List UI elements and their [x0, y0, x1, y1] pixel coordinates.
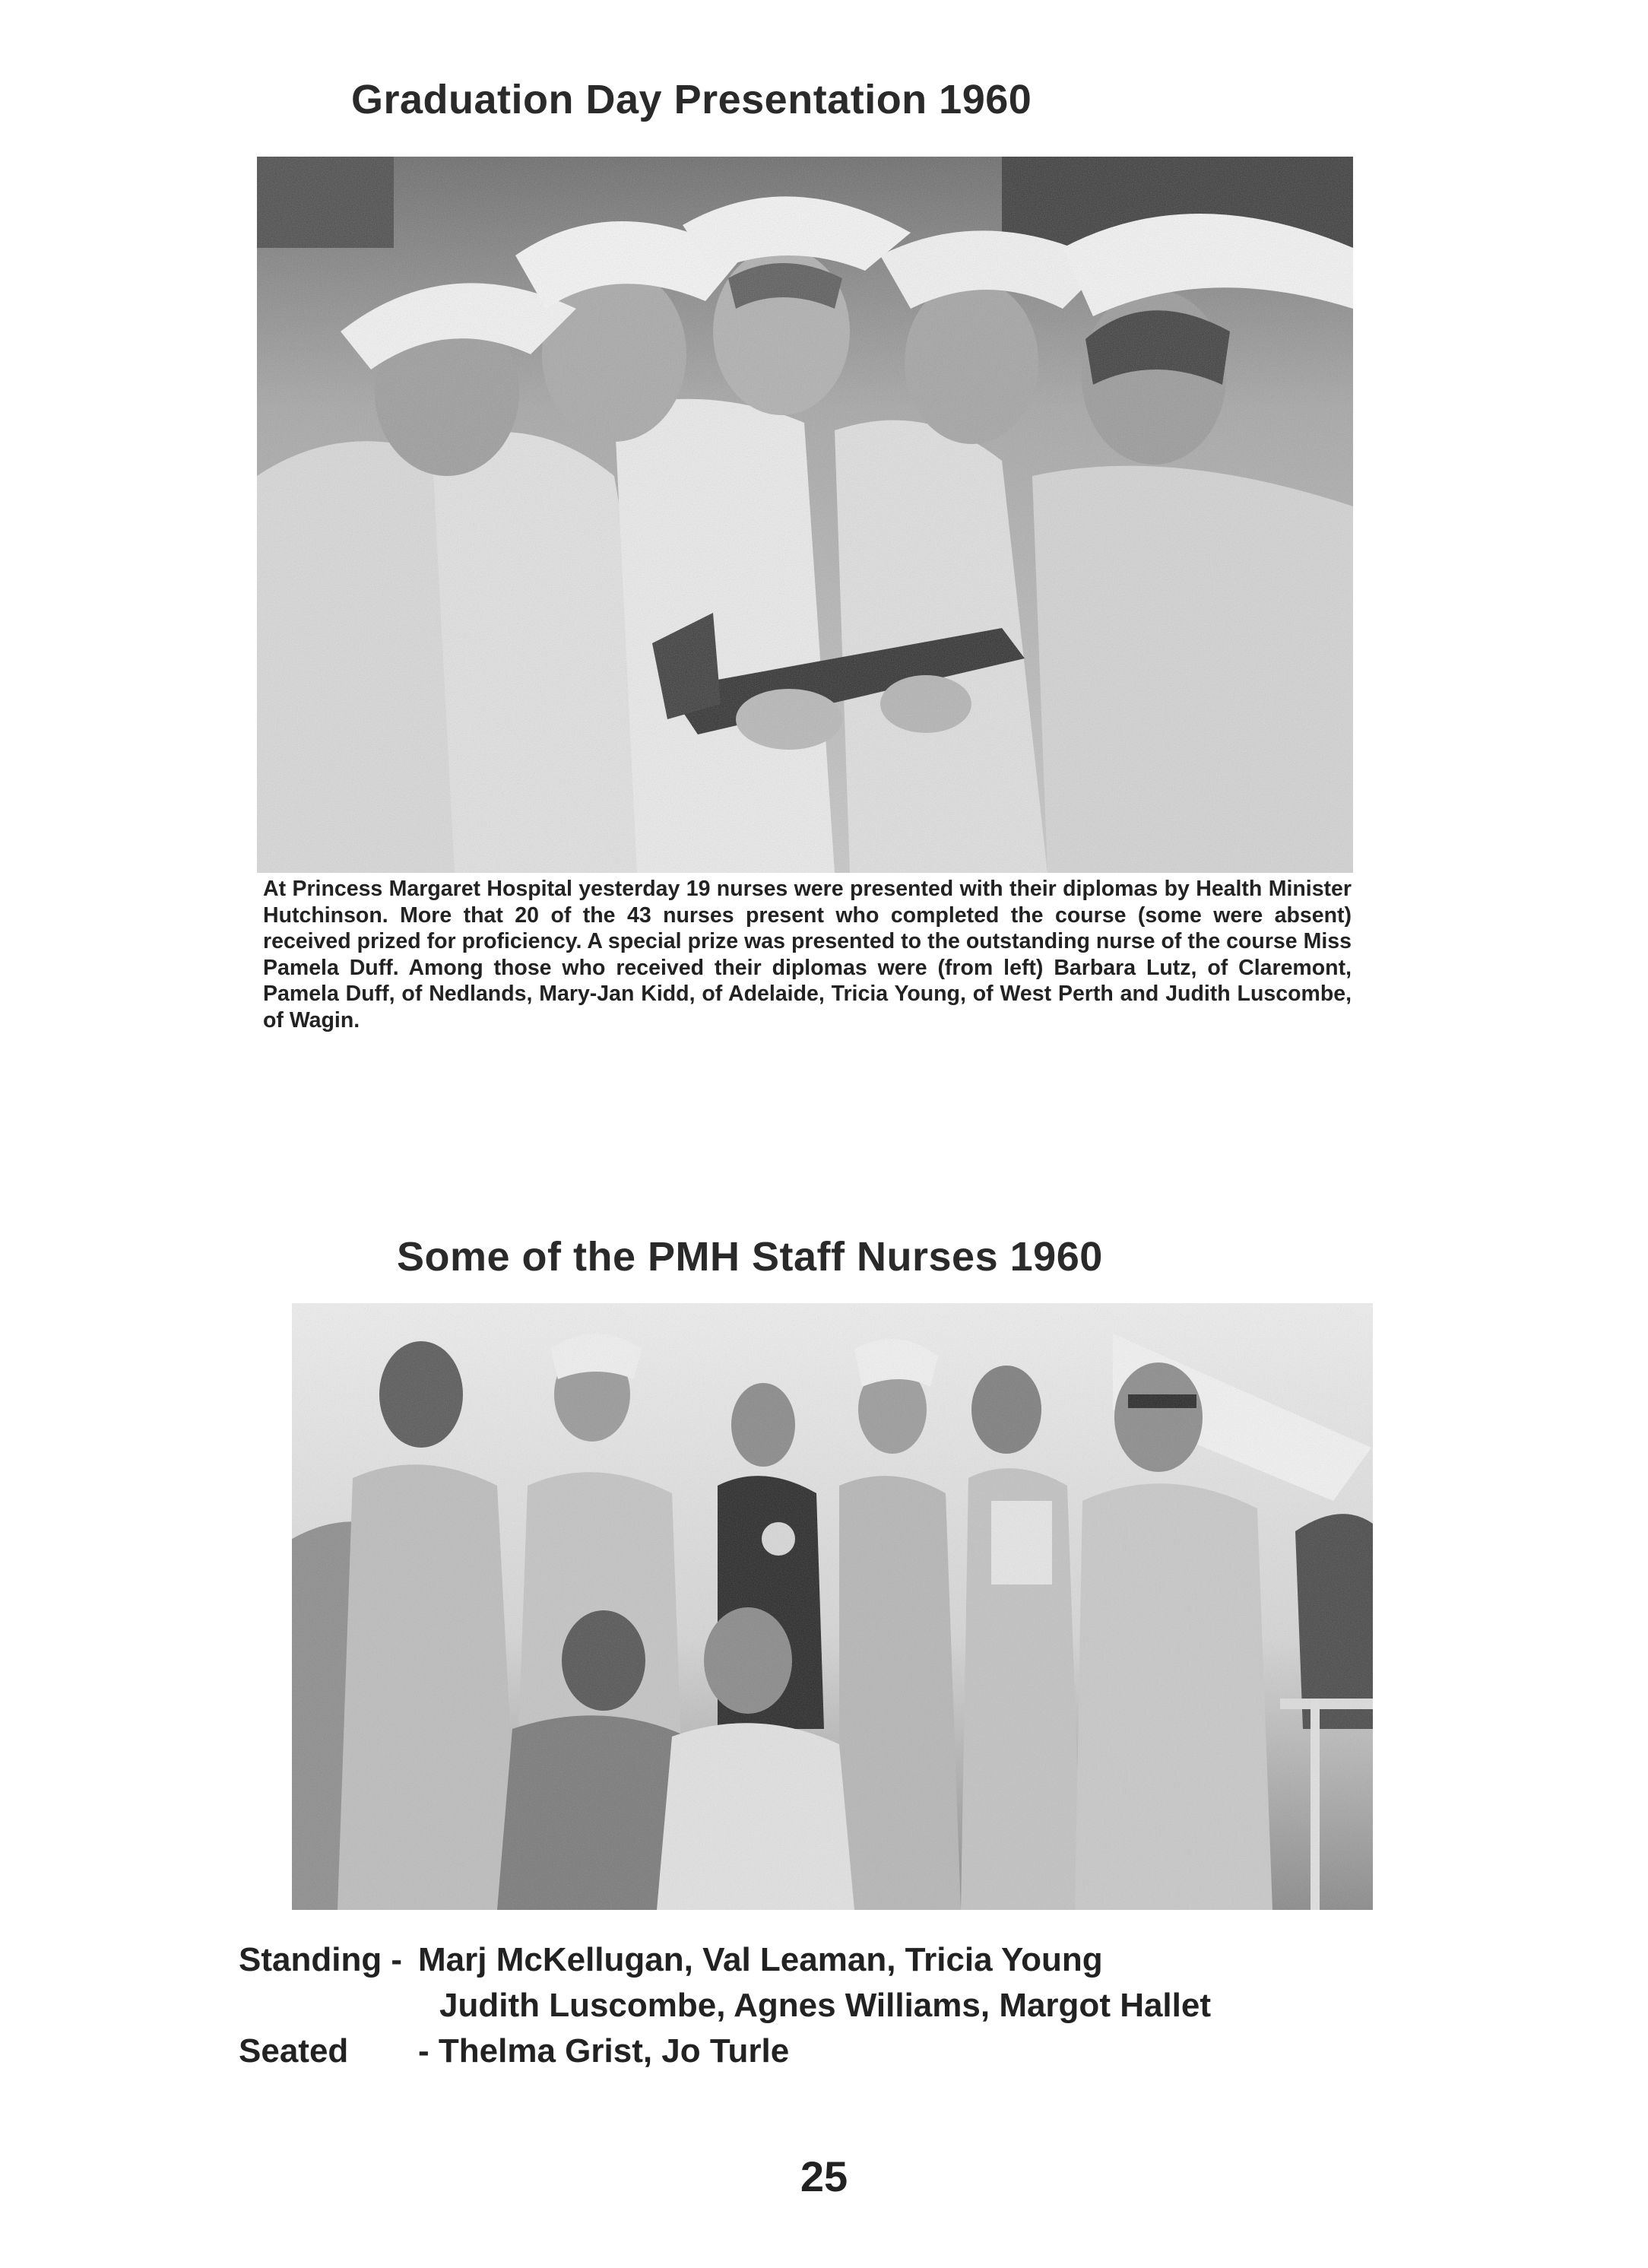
standing-label: Standing - — [239, 1941, 403, 1978]
staff-names-list — [239, 1937, 1379, 2082]
standing-names-line-1: Marj McKellugan, Val Leaman, Tricia Young — [418, 1941, 1103, 1978]
section-heading-graduation: Graduation Day Presentation 1960 — [351, 77, 1032, 122]
staff-nurses-photo — [292, 1303, 1373, 1910]
section-heading-staff-nurses: Some of the PMH Staff Nurses 1960 — [397, 1234, 1103, 1280]
page-number: 25 — [800, 2152, 848, 2200]
seated-label: Seated — [239, 2032, 349, 2070]
standing-names-line-2: Judith Luscombe, Agnes Williams, Margot Hallet — [439, 1987, 1212, 2024]
graduation-photo-caption: At Princess Margaret Hospital yesterday 19 nurses were presented with their diplomas by Health Minister Hutchinson. More that 20 of the 43 nurses present who completed the course (some were absent) received prized for proficiency. A special prize was presented to the outstanding nurse of the course Miss Pamela Duff. Among those who received their diplomas were (from left) Barbara Lutz, of Claremont, Pamela Duff, of Nedlands, Mary-Jan Kidd, of Adelaide, Tricia Young, of West Perth and Judith Luscombe, of Wagin. — [263, 877, 1352, 1032]
seated-names: - Thelma Grist, Jo Turle — [418, 2032, 790, 2070]
graduation-nurses-photo — [257, 157, 1353, 873]
